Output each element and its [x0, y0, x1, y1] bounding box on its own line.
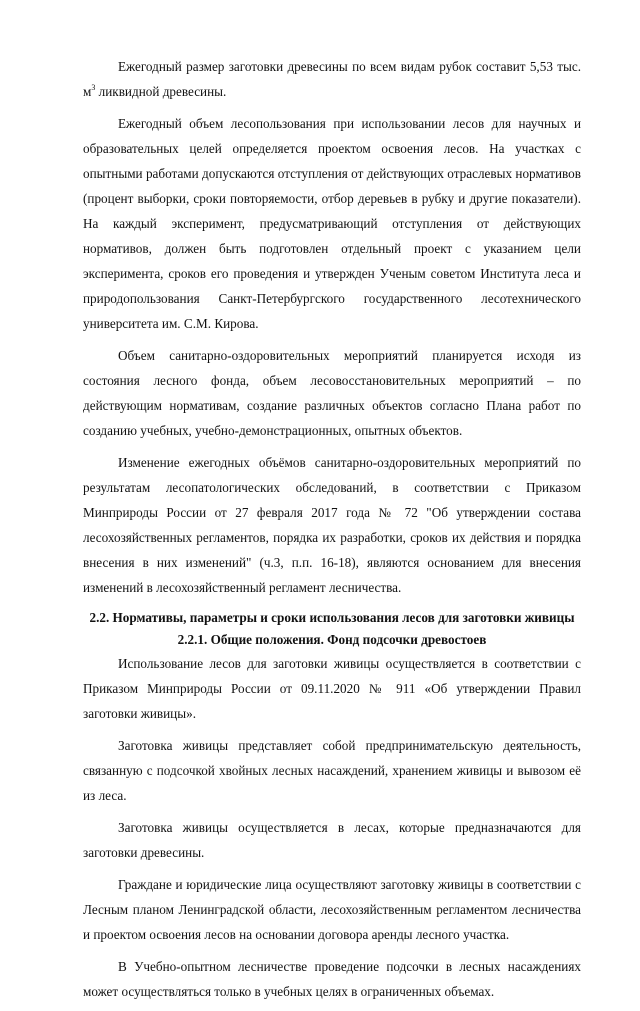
paragraph-educational-tapping: В Учебно-опытном лесничестве проведение подсочки в лесных насаждениях может осуществляться только в учебных целях в ограниченных объемах.	[83, 959, 581, 999]
paragraph-scientific-use: Ежегодный объем лесопользования при использовании лесов для научных и образовательных целей определяется проектом освоения лесов. На участках с опытными работами допускаются отступления от действующих отраслевых нормативов (процент выборки, сроки повторяемости, отбор деревьев в рубку и другие показатели). На каждый эксперимент, предусматривающий отступления от действующих нормативов, должен быть подготовлен отдельный проект с указанием цели эксперимента, сроков его проведения и утвержден Ученым советом Института леса и природопользования Санкт-Петербургского государственного лесотехнического университета им. С.М. Кирова.	[83, 116, 581, 331]
paragraph-resin-forests: Заготовка живицы осуществляется в лесах, которые предназначаются для заготовки древесины.	[83, 820, 581, 860]
paragraph-sanitary-measures: Объем санитарно-оздоровительных мероприятий планируется исходя из состояния лесного фонда, объем лесовосстановительных мероприятий – по действующим нормативам, создание различных объектов согласно Плана работ по созданию учебных, учебно-демонстрационных, опытных объектов.	[83, 348, 581, 438]
document-body	[83, 54, 581, 1011]
section-heading: 2.2. Нормативы, параметры и сроки использования лесов для заготовки живицы	[89, 610, 575, 625]
subsection-heading: 2.2.1. Общие положения. Фонд подсочки древостоев	[177, 632, 487, 647]
paragraph-resin-regulation: Использование лесов для заготовки живицы осуществляется в соответствии с Приказом Минприроды России от 09.11.2020 № 911 «Об утверждении Правил заготовки живицы».	[83, 656, 581, 721]
paragraph-resin-business: Заготовка живицы представляет собой предпринимательскую деятельность, связанную с подсочкой хвойных лесных насаждений, хранением живицы и вывозом её из леса.	[83, 738, 581, 803]
paragraph-text-tail: ликвидной древесины.	[95, 84, 227, 99]
superscript-unit: 3	[91, 83, 96, 92]
paragraph-annual-harvest	[83, 54, 581, 104]
paragraph-resin-legal-basis: Граждане и юридические лица осуществляют заготовку живицы в соответствии с Лесным планом Ленинградской области, лесохозяйственным регламентом лесничества и проектом освоения лесов на основании договора аренды лесного участка.	[83, 877, 581, 942]
paragraph-volume-changes: Изменение ежегодных объёмов санитарно-оздоровительных мероприятий по результатам лесопатологических обследований, в соответствии с Приказом Минприроды России от 27 февраля 2017 года № 72 "Об утверждении состава лесохозяйственных регламентов, порядка их разработки, сроков их действия и порядка внесения в них изменений" (ч.3, п.п. 16-18), являются основанием для внесения изменений в лесохозяйственный регламент лесничества.	[83, 455, 581, 595]
paragraph-text: Ежегодный размер заготовки древесины по всем видам рубок составит 5,53 тыс. м	[83, 59, 581, 99]
